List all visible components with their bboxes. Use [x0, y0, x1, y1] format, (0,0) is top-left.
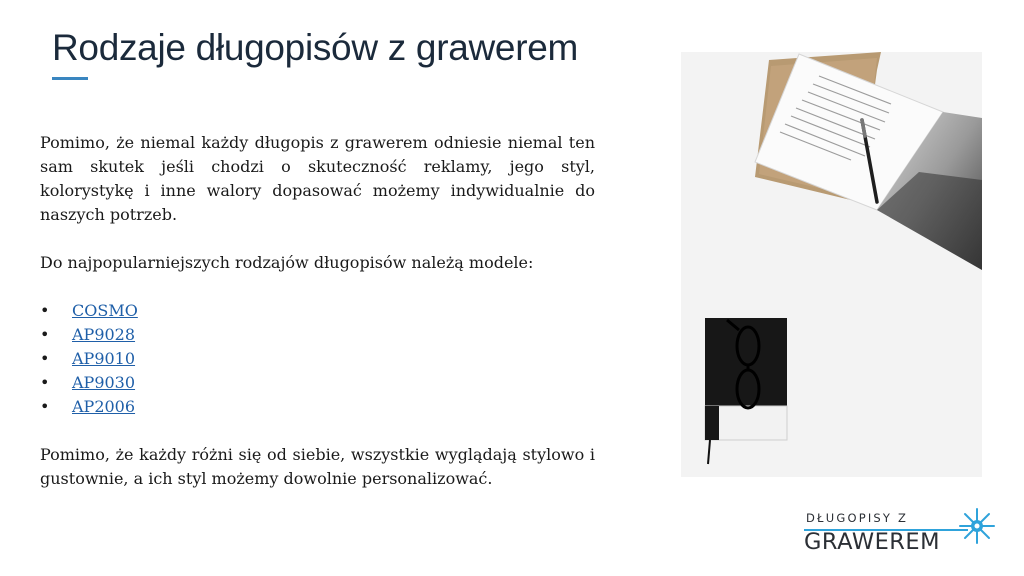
starburst-icon [958, 507, 996, 545]
model-link-ap9030[interactable]: AP9030 [72, 373, 136, 392]
bullet: • [40, 349, 50, 368]
title-underline [52, 77, 88, 80]
desk-photo [681, 52, 982, 477]
logo-bottom-text: GRAWEREM [804, 529, 941, 555]
bullet: • [40, 301, 50, 320]
slide-title: Rodzaje długopisów z grawerem [52, 27, 579, 68]
list-item [40, 395, 595, 419]
body-text [40, 131, 595, 491]
list-item [40, 347, 595, 371]
logo-top-text: DŁUGOPISY Z [806, 511, 909, 525]
list-item [40, 299, 595, 323]
bullet: • [40, 397, 50, 416]
model-link-ap2006[interactable]: AP2006 [72, 397, 136, 416]
logo [800, 505, 1000, 557]
model-link-cosmo[interactable]: COSMO [72, 301, 138, 320]
intro-paragraph: Pomimo, że niemal każdy długopis z grawerem odniesie niemal ten sam skutek jeśli chodzi o skuteczność reklamy, jego styl, kolorystykę i inne walory dopasować możemy indywidualnie do naszych potrzeb. [40, 133, 595, 224]
list-item [40, 371, 595, 395]
closing-paragraph: Pomimo, że każdy różni się od siebie, wszystkie wyglądają stylowo i gustownie, a ich styl możemy dowolnie personalizować. [40, 445, 595, 488]
bullet: • [40, 325, 50, 344]
list-item [40, 323, 595, 347]
bullet: • [40, 373, 50, 392]
model-link-ap9010[interactable]: AP9010 [72, 349, 136, 368]
model-list [40, 299, 595, 419]
lead-paragraph: Do najpopularniejszych rodzajów długopisów należą modele: [40, 253, 534, 272]
model-link-ap9028[interactable]: AP9028 [72, 325, 136, 344]
